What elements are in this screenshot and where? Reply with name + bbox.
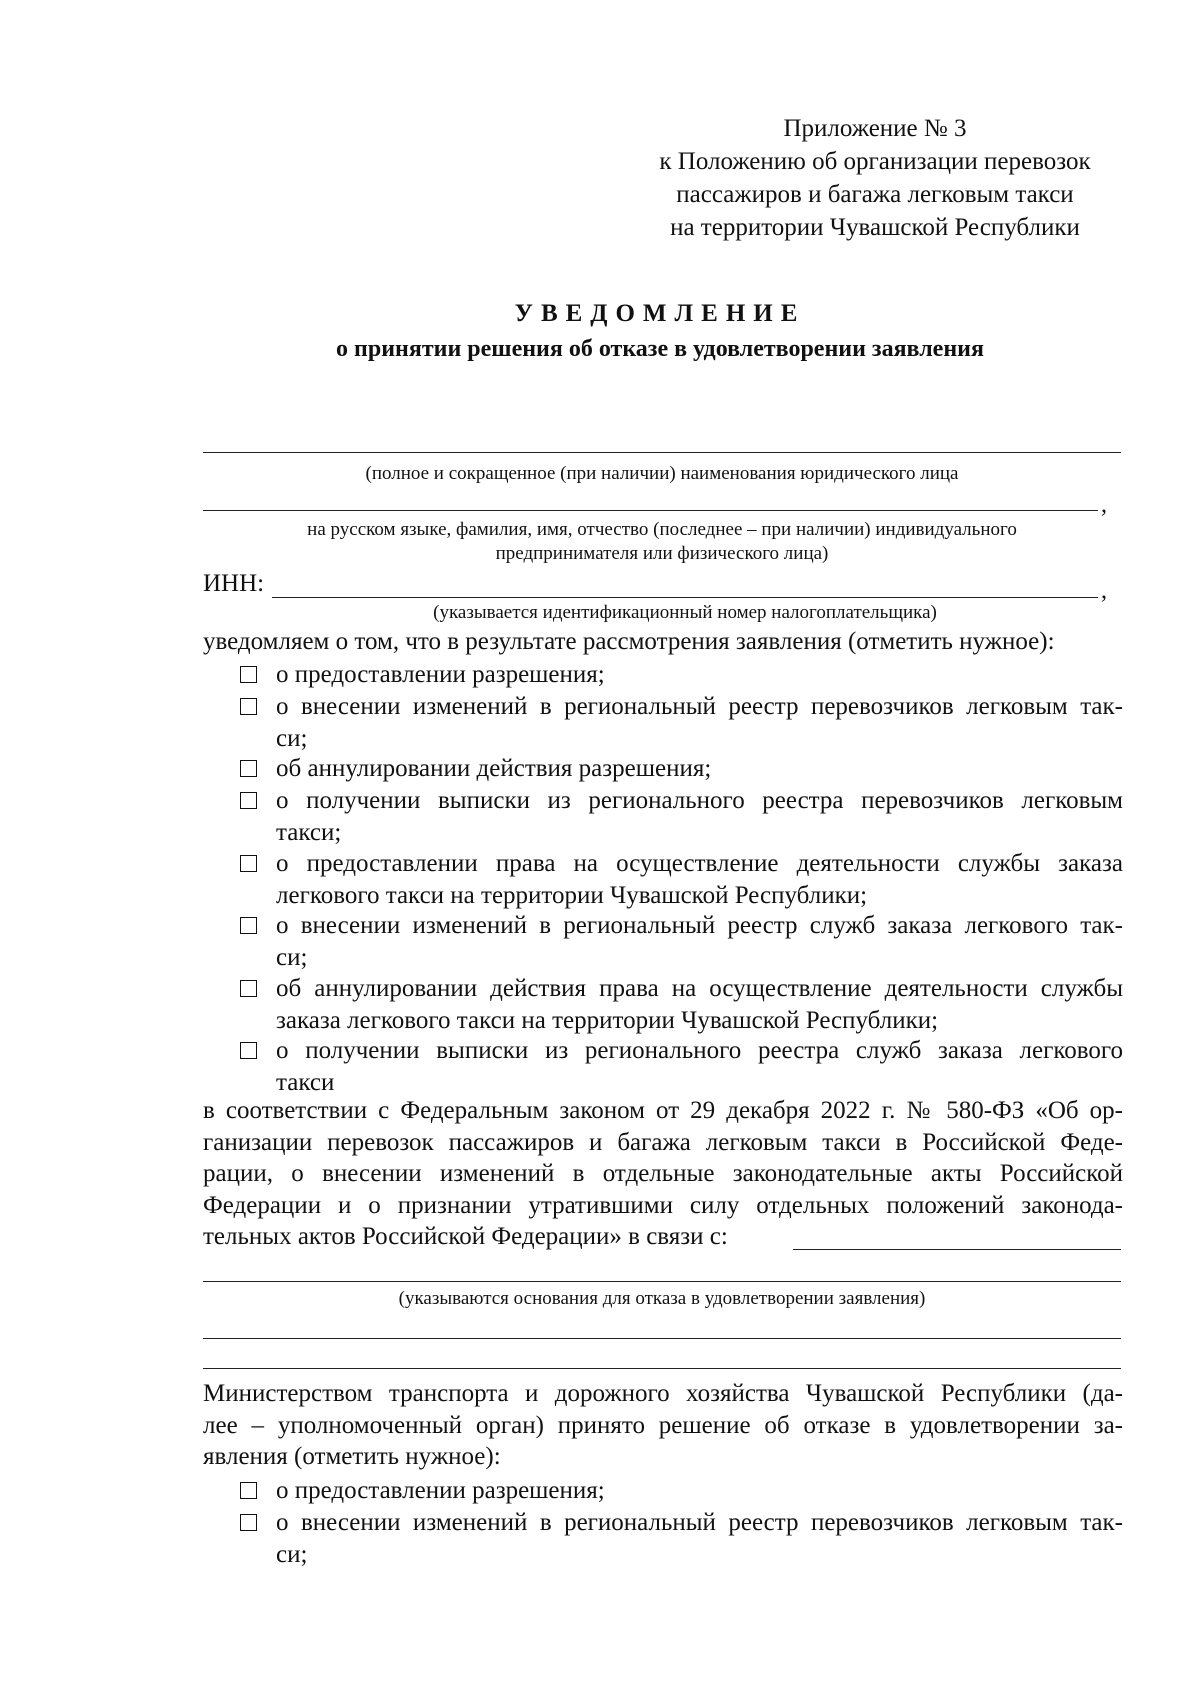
checkbox-label-line: о предоставлении разрешения; (276, 661, 605, 688)
checkbox-label (276, 753, 1123, 785)
law-line: тельных актов Российской Федерации» в связи с: (203, 1223, 728, 1250)
reason-caption: (указываются основания для отказа в удовлетворении заявления) (398, 1288, 926, 1309)
checkbox-label-line: такси (276, 1068, 335, 1096)
checkbox[interactable] (240, 760, 257, 777)
checkbox-label (276, 848, 1123, 911)
checkbox-label (276, 973, 1123, 1036)
checkbox[interactable] (240, 1482, 257, 1499)
law-line: ганизации перевозок пассажиров и багажа легковым такси в Российской Феде- (203, 1128, 1123, 1156)
checkbox-label (276, 1035, 1123, 1098)
reason-field-2[interactable] (203, 1338, 1121, 1339)
document-subtitle: о принятии решения об отказе в удовлетворении заявления (336, 336, 984, 362)
applicant-name-caption-2 (203, 518, 1121, 566)
checkbox-label-line: легкового такси на территории Чувашской Республики; (276, 881, 868, 909)
caption-line: предпринимателя или физического лица) (495, 543, 829, 564)
checkbox[interactable] (240, 980, 257, 997)
checkbox-label (276, 659, 1123, 691)
checkbox[interactable] (240, 1514, 257, 1531)
checkbox[interactable] (240, 666, 257, 683)
checkbox-label-line: такси; (276, 818, 342, 846)
document-title: УВЕДОМЛЕНИЕ (514, 300, 806, 327)
inn-caption: (указывается идентификационный номер налогоплательщика) (433, 602, 937, 623)
decision-paragraph (203, 1378, 1123, 1473)
checkbox-label (276, 785, 1123, 848)
checkbox[interactable] (240, 1042, 257, 1059)
checkbox[interactable] (240, 855, 257, 872)
reason-field-inline[interactable] (793, 1249, 1121, 1250)
inn-comma: , (1101, 578, 1107, 604)
checkbox-label-line: о получении выписки из регионального реестра служб заказа легкового (276, 1037, 1123, 1064)
checkbox-label-line: об аннулировании действия разрешения; (276, 755, 712, 782)
checkbox[interactable] (240, 917, 257, 934)
reason-field-3[interactable] (203, 1368, 1121, 1369)
inn-field[interactable] (272, 597, 1098, 598)
checkbox-label-line: заказа легкового такси на территории Чувашской Республики; (276, 1006, 939, 1034)
appendix-line-3: пассажиров и багажа легковым такси (676, 181, 1074, 208)
checkbox-label-line: о внесении изменений в региональный реестр перевозчиков легковым так- (276, 693, 1123, 720)
law-line: рации, о внесении изменений в отдельные законодательные акты Российской (203, 1160, 1123, 1187)
checkbox-label-line: о предоставлении разрешения; (276, 1477, 605, 1504)
checkbox-label-line: о предоставлении права на осуществление деятельности службы заказа (276, 850, 1123, 877)
appendix-line-2: к Положению об организации перевозок (659, 148, 1091, 175)
checkbox-label-line: об аннулировании действия права на осуществление деятельности службы (276, 975, 1123, 1002)
decision-line: явления (отметить нужное): (203, 1443, 501, 1470)
applicant-name-comma: , (1101, 492, 1107, 518)
checkbox-label-line: си; (276, 943, 308, 971)
checkbox-label-line: си; (276, 724, 308, 752)
intro-text: уведомляем о том, что в результате рассмотрения заявления (отметить нужное): (203, 628, 1055, 655)
checkbox[interactable] (240, 792, 257, 809)
applicant-name-caption: (полное и сокращенное (при наличии) наименования юридического лица (365, 463, 959, 484)
applicant-name-field-2[interactable] (203, 510, 1098, 511)
checkbox-label-line: о получении выписки из регионального реестра перевозчиков легковым (276, 787, 1123, 814)
checkbox[interactable] (240, 698, 257, 715)
reason-field[interactable] (203, 1281, 1121, 1282)
appendix-line-4: на территории Чувашской Республики (670, 214, 1080, 241)
checkbox-label (276, 691, 1123, 754)
decision-line: лее – уполномоченный орган) принято решение об отказе в удовлетворении за- (203, 1411, 1123, 1439)
appendix-number: Приложение № 3 (783, 115, 967, 142)
checkbox-label (276, 1475, 1123, 1507)
caption-line: на русском языке, фамилия, имя, отчество (последнее – при наличии) индивидуального (307, 519, 1017, 540)
inn-label: ИНН: (203, 570, 265, 597)
decision-line: Министерством транспорта и дорожного хозяйства Чувашской Республики (да- (203, 1380, 1123, 1407)
checkbox-label (276, 910, 1123, 973)
checkbox-label (276, 1507, 1123, 1570)
checkbox-label-line: о внесении изменений в региональный реестр служб заказа легкового так- (276, 912, 1123, 939)
applicant-name-field[interactable] (203, 452, 1121, 453)
law-paragraph (203, 1095, 1123, 1253)
law-line: в соответствии с Федеральным законом от 29 декабря 2022 г. № 580-ФЗ «Об ор- (203, 1097, 1123, 1124)
law-line: Федерации и о признании утратившими силу отдельных положений законода- (203, 1191, 1123, 1219)
appendix-header (640, 112, 1110, 244)
checkbox-label-line: о внесении изменений в региональный реестр перевозчиков легковым так- (276, 1509, 1123, 1536)
checkbox-label-line: си; (276, 1540, 308, 1568)
